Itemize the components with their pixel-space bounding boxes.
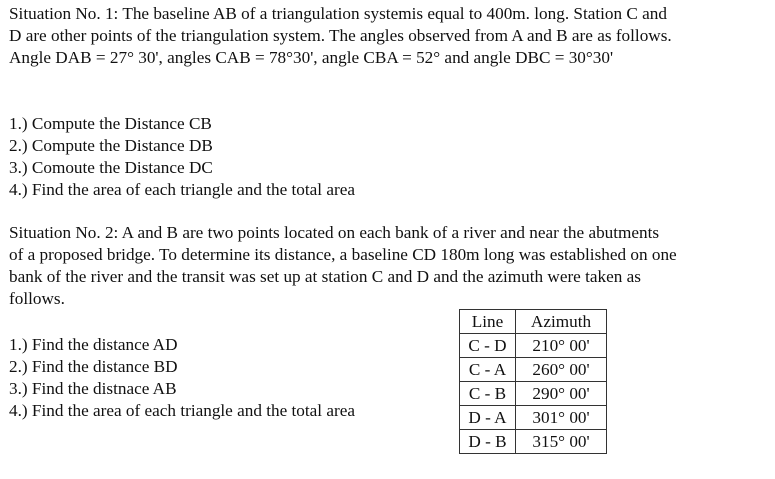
situation-2-line: of a proposed bridge. To determine its distance, a baseline CD 180m long was established on one [9,245,677,264]
cell-line: C - D [460,334,516,358]
question-item: 1.) Compute the Distance CB [9,114,212,133]
question-item: 3.) Find the distnace AB [9,379,177,398]
situation-2-questions [9,334,355,422]
question-item: 1.) Find the distance AD [9,335,178,354]
column-header-azimuth: Azimuth [516,310,607,334]
question-item: 2.) Find the distance BD [9,357,178,376]
situation-1-line: Situation No. 1: The baseline AB of a triangulation systemis equal to 400m. long. Station C and [9,4,667,23]
situation-1-statement [9,3,672,69]
cell-line: C - A [460,358,516,382]
question-item: 2.) Compute the Distance DB [9,136,213,155]
situation-2-line: bank of the river and the transit was set up at station C and D and the azimuth were taken as [9,267,641,286]
table-row [460,430,607,454]
situation-1-line: Angle DAB = 27° 30', angles CAB = 78°30', angle CBA = 52° and angle DBC = 30°30' [9,48,614,67]
cell-azimuth: 315° 00' [516,430,607,454]
table-row [460,382,607,406]
question-item: 4.) Find the area of each triangle and the total area [9,401,355,420]
question-item: 3.) Comoute the Distance DC [9,158,213,177]
azimuth-table [459,309,607,454]
table-row [460,334,607,358]
table-header-row [460,310,607,334]
table-row [460,358,607,382]
cell-azimuth: 210° 00' [516,334,607,358]
situation-2-line: follows. [9,289,65,308]
situation-2-line: Situation No. 2: A and B are two points located on each bank of a river and near the abutments [9,223,660,242]
cell-azimuth: 260° 00' [516,358,607,382]
cell-line: D - B [460,430,516,454]
situation-1-questions [9,113,355,201]
cell-line: D - A [460,406,516,430]
question-item: 4.) Find the area of each triangle and the total area [9,180,355,199]
cell-azimuth: 301° 00' [516,406,607,430]
situation-2-statement [9,222,677,310]
situation-1-line: D are other points of the triangulation system. The angles observed from A and B are as follows. [9,26,672,45]
table-row [460,406,607,430]
cell-line: C - B [460,382,516,406]
column-header-line: Line [460,310,516,334]
cell-azimuth: 290° 00' [516,382,607,406]
